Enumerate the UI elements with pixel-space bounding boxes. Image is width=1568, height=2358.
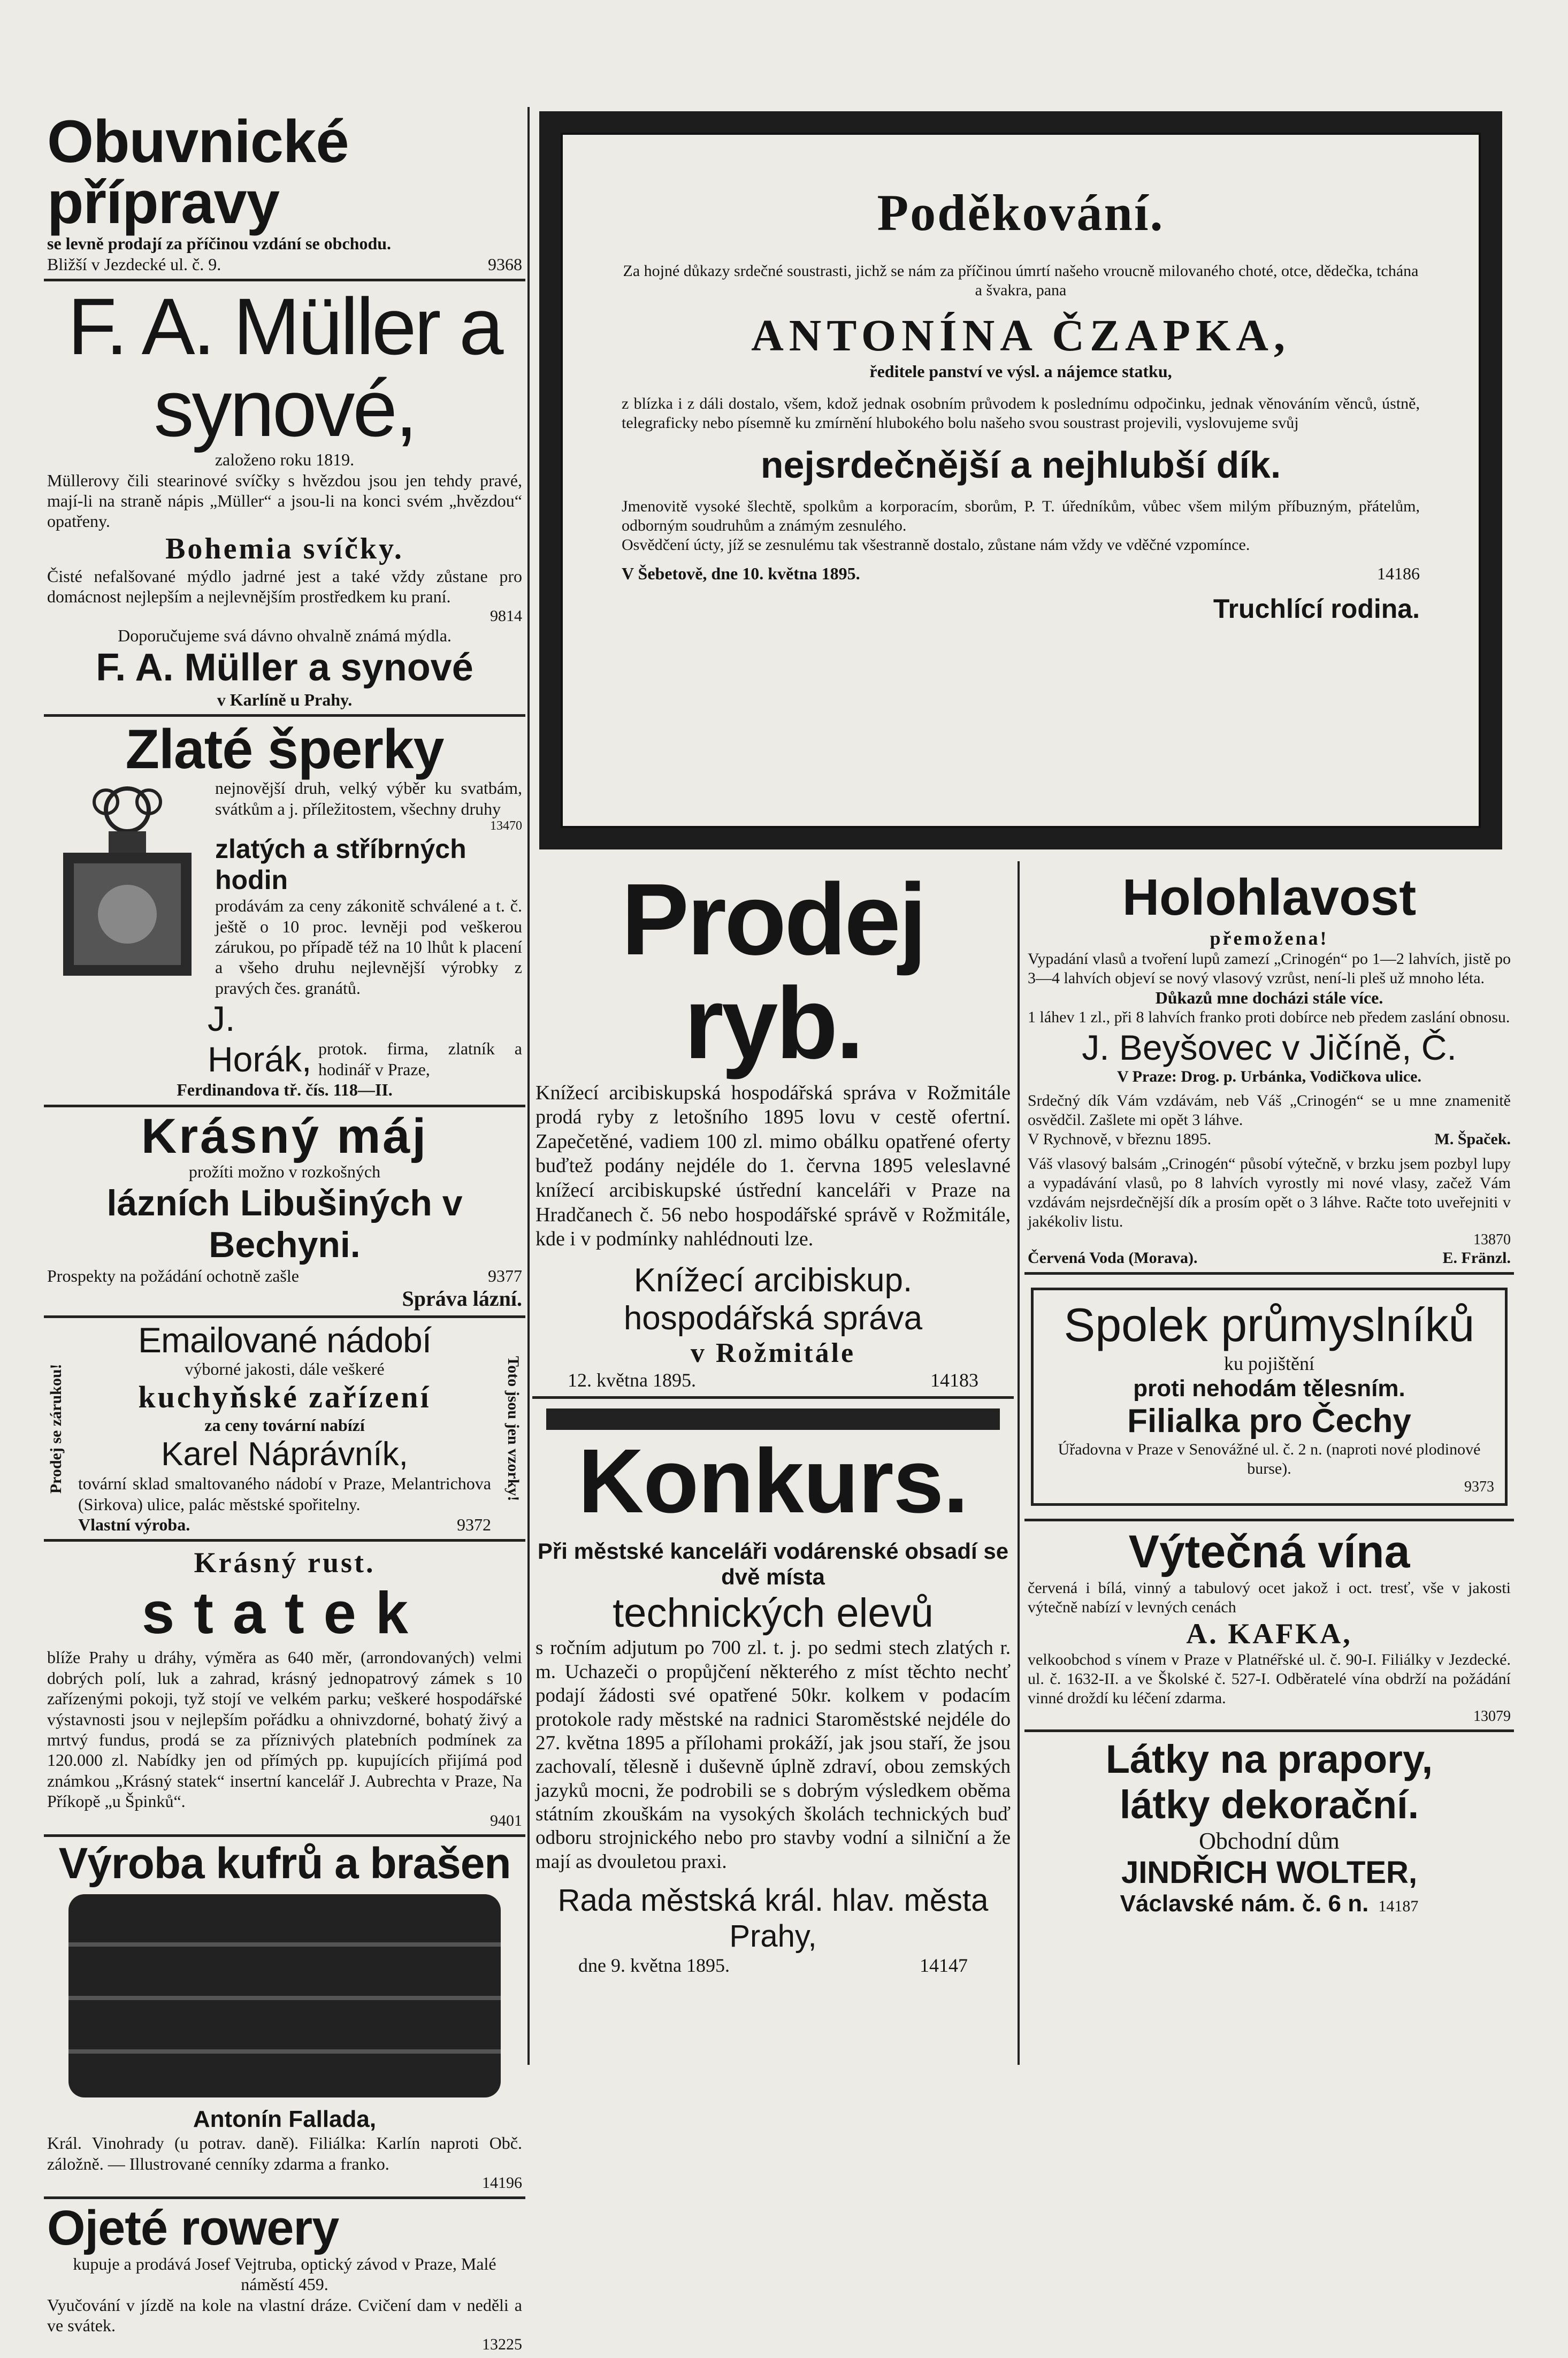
ad-subtitle: založeno roku 1819. [215,450,355,470]
ad-text: V Praze: Drog. p. Urbánka, Vodičkova ulice. [1117,1068,1421,1085]
ad-text: Při městské kanceláři vodárenské obsadí se dvě místa [537,1538,1009,1590]
ad-number: 14187 [1378,1897,1419,1916]
ad-date: dne 9. května 1895. [578,1955,730,1977]
ad-heading: Filialka pro Čechy [1127,1403,1411,1440]
spa-ad [44,1107,525,1319]
ad-firm: JINDŘICH WOLTER, [1121,1855,1418,1890]
ad-address: Václavské nám. č. 6 n. [1120,1890,1369,1917]
ad-title: Výtečná vína [1128,1526,1410,1578]
ad-text: Prospekty na požádání ochotně zašle [47,1266,299,1285]
fish-sale-ad [532,864,1014,1399]
ad-text: Obchodní dům [1199,1828,1340,1855]
notice-text: Osvědčení úcty, jíž se zesnulému tak všestranně dostalo, zůstane nám vždy ve vděčné vzpomínce. [622,536,1250,554]
ad-subtitle: zlatých a stříbrných hodin [215,834,466,895]
ad-text: Důkazů mne docházi stále více. [1155,988,1383,1007]
ad-title: F. A. Müller a synové, [67,281,502,454]
ad-place: V Rychnově, v březnu 1895. [1028,1130,1212,1148]
ad-firm: A. KAFKA, [1186,1618,1352,1650]
ad-number: 13079 [1473,1708,1511,1725]
ad-place: v Karlíně u Prahy. [217,690,353,709]
ad-sign: E. Fränzl. [1442,1249,1511,1267]
ad-title: Spolek průmyslníků [1064,1298,1475,1351]
notice-place: V Šebetově, dne 10. května 1895. [622,564,860,583]
ad-firm: F. A. Müller a synové [96,646,473,689]
ad-title: Holohlavost [1122,869,1417,926]
ad-subtitle: ku pojištění [1224,1353,1314,1374]
ad-sign: Knížecí arcibiskup. hospodářská správa [623,1261,923,1337]
ad-text: výborné jakosti, dále veškeré [185,1359,385,1379]
ad-text: velkoobchod s vínem v Praze v Platnéřské ul. č. 90-I. Filiálky v Jezdecké. ul. č. 1632-II. a ve Školské č. 527-I. Odběratelé vína obdrží na požádání vinné droždí ku léčení zdarma. [1028,1651,1511,1708]
ad-text: se levně prodají za příčinou vzdání se obchodu. [47,234,392,254]
ad-subtitle: lázních Libušiných v Bechyni. [106,1182,463,1265]
notice-text: z blízka i z dáli dostalo, všem, kdož jednak osobním průvodem k poslednímu odpočinku, jednak věnováním věnců, ústně, telegraficky nebo písemně ku zmírnění hlubokého bolu našeho svou soustrast projevili, vyslovujeme svůj [622,395,1420,432]
ad-firm: J. Beyšovec v Jičíně, Č. [1082,1028,1457,1067]
ad-subtitle: technických elevů [613,1590,934,1636]
trunks-ad [44,1837,525,2199]
ad-text: za ceny tovární nabízí [204,1415,365,1435]
enamel-side-left: Prodej se zárukou! [47,1364,65,1494]
shoe-polish-ad [44,107,525,281]
ad-text: Čisté nefalšované mýdlo jadrné jest a také vždy zůstane pro domácnost nejlepším a nejlevnějším prostředkem ku praní. [47,566,522,607]
ad-address: Úřadovna v Praze v Senovážné ul. č. 2 n. (naproti nové plodinové burse). [1058,1441,1481,1478]
ad-sign: Vlastní výroba. [78,1515,190,1535]
ad-title: Obuvnické přípravy [47,108,349,236]
ad-text: Bližší v Jezdecké ul. č. 9. [47,254,221,274]
konkurs-ad [532,1399,1014,1981]
notice-thanks: nejsrdečnější a nejhlubší dík. [760,444,1281,486]
fabric-ad [1024,1732,1514,1921]
ad-firm: Antonín Fallada, [193,2106,377,2133]
ad-sign: M. Špaček. [1434,1130,1511,1148]
ad-firm: J. Horák, [208,999,312,1080]
ad-number: 13470 [490,819,522,833]
ad-title: Látky na prapory, [1105,1737,1433,1782]
decorative-frame [1031,1288,1508,1506]
ad-text: červená i bílá, vinný a tabulový ocet jakož i oct. tresť, vše v jakosti výtečně nabízí v levných cenách [1028,1579,1511,1617]
ad-title: Zlaté šperky [125,718,444,781]
thanks-notice [561,133,1481,828]
column-rule-right [1018,861,1020,2065]
ad-number: 13225 [482,2336,522,2354]
ad-text: Knížecí arcibiskupská hospodářská správa v Rožmitále prodá ryby z letošního 1895 lovu v cestě ofertní. Zapečetěné, vadiem 100 zl. mimo obálku opatřené oferty buďtež podány nejdéle do 1. června 1895 veleslavné knížecí arcibiskupské ústřední kanceláři v Praze na Hradčanech č. 56 nebo hospodářské správě v Rožmitále, kde i v podmínky nahlédnouti lze. [536,1081,1011,1251]
ad-subtitle: kuchyňské zařízení [138,1379,431,1414]
ad-title: Konkurs. [578,1430,968,1532]
ad-subtitle: přemožena! [1210,928,1329,949]
notice-name: ANTONÍNA ČZAPKA, [751,311,1290,361]
left-column [44,107,525,2354]
ad-text: Doporučujeme svá dávno ohvalně známá mýdla. [118,625,452,645]
ad-text: tovární sklad smaltovaného nádobí v Praze, Melantrichova (Sirkova) ulice, palác městské spořitelny. [78,1474,491,1514]
ad-title: Krásný máj [141,1108,429,1163]
ad-number: 14183 [930,1369,978,1391]
ad-place: Červená Voda (Morava). [1028,1249,1198,1267]
decorative-bar [546,1408,1000,1430]
ad-text: kupuje a prodává Josef Vejtruba, optický závod v Praze, Malé náměstí 459. [73,2254,496,2294]
enamel-side-right: Toto jsou jen vzorky! [504,1356,522,1502]
notice-text: Jmenovitě vysoké šlechtě, spolkům a korporacím, sborům, P. T. úředníkům, vůbec všem milým příbuzným, přátelům, odborným soudruhům a známým zesnulého. [622,497,1420,534]
ad-number: 9377 [488,1266,522,1285]
ad-number: 13870 [1473,1231,1511,1248]
trunks-illustration [68,1894,501,2097]
ad-text: nejnovější druh, velký výběr ku svatbám, svátkům a j. příležitostem, všechny druhy [215,778,522,818]
wine-ad [1024,1521,1514,1732]
thanks-notice-frame [539,111,1502,849]
ad-text: 1 láhev 1 zl., při 8 lahvích franko proti dobírce neb předem zaslání obnosu. [1028,1008,1510,1026]
ad-title: Prodej ryb. [621,863,925,1080]
ad-text: Vyučování v jízdě na kole na vlastní dráze. Cvičení dam v neděli a ve svátek. [47,2295,522,2335]
middle-column [532,864,1014,2060]
ad-text: prodávám za ceny zákonitě schválené a t. č. ještě o 10 proc. levněji pod veškerou zárukou, po případě též na 10 lhůt k placení a všeho druhu nejlevnější výrobky z pravých čes. granátů. [215,896,522,998]
enamel-ad [44,1318,525,1542]
notice-title: Poděkování. [877,184,1165,241]
ad-sign: Správa lázní. [402,1287,522,1311]
ad-text: protok. firma, zlatník a hodinář v Praze, [318,1039,522,1079]
ad-date: 12. května 1895. [568,1369,696,1391]
notice-sign: Truchlící rodina. [1213,594,1420,624]
ad-text: Váš vlasový balsám „Crinogén“ působí výtečně, v brzku jsem pozbyl lupy a vypadávání vlasů, po 8 lahvích vyrostly mi nové vlasy, začež Vám vzdávám nejsrdečnější dík a prosím opět o 3 láhve. Račte toto uveřejniti v jakékoliv listu. [1028,1155,1511,1230]
ad-text: blíže Prahy u dráhy, výměra as 640 měr, (arrondovaných) velmi dobrých polí, luk a zahrad, krásný jednopatrový zámek s 10 zařízenými pokoji, tyž stojí ve velkém parku; veškeré hospodářské výstavnosti jsou v nejlepším pořádku a ohnivzdorné, bohatý živý a mrtvý fundus, prodá se za příznivých platebních podmínek za 120.000 zl. Nabídky jen od přímých pp. kupujících přijímá pod známkou „Krásný statek“ insertní kancelář J. Aubrechta v Praze, Na Příkopě „u Špinků“. [47,1648,522,1811]
column-rule-left [527,107,530,2065]
ad-text: s ročním adjutum po 700 zl. t. j. po sedmi stech zlatých r. m. Uchazeči o propůjčení některého z míst těchto nechť podají žádosti své opatřené 50kr. kolkem v podacím protokole rady městské na radnici Staroměstské nejdéle do 27. května 1895 a přílohami prokáží, jak jsou staří, že jsou zachovalí, tělesně i duševně úplně zdraví, obou zemských jazyků mocni, že podrobili se s dobrým výsledkem oběma státním zkouškám na vysokých školách technických buď odboru strojnického nebo pro stavby vodní a silniční a že mají as dvouletou praxi. [536,1637,1011,1873]
ad-number: 14147 [920,1955,968,1977]
ad-sign: v Rožmitále [690,1337,856,1368]
industrialists-ad [1024,1275,1514,1521]
ad-heading: Bohemia svíčky. [165,532,404,565]
notice-text: Za hojné důkazy srdečné soustrasti, jichž se nám za příčinou úmrtí našeho vroucně milovaného choté, otce, dědečka, tchána a švakra, pana [623,262,1419,299]
ad-title: látky dekorační. [1119,1782,1419,1827]
notice-number: 14186 [1377,564,1420,583]
ad-number: 9401 [490,1811,522,1829]
estate-ad [44,1542,525,1836]
ad-text: prožíti možno v rozkošných [188,1162,381,1182]
bicycles-ad [44,2199,525,2358]
notice-role: ředitele panství ve výsl. a nájemce statku, [869,362,1172,381]
ad-number: 9814 [490,607,522,625]
ad-sign: Rada městská král. hlav. města Prahy, [557,1883,989,1954]
ad-pretitle: Krásný rust. [194,1547,376,1579]
ad-title: statek [142,1580,427,1647]
baldness-ad [1024,864,1514,1275]
ad-text: Král. Vinohrady (u potrav. daně). Filiálka: Karlín naproti Obč. záložně. — Illustrované cenníky zdarma a franko. [47,2133,522,2173]
gold-jewellery-ad [44,717,525,1107]
ad-number: 9372 [457,1515,491,1535]
ad-number: 9373 [1464,1479,1494,1496]
muller-candles-ad [44,281,525,717]
ad-text: proti nehodám tělesním. [1133,1375,1405,1402]
ad-text: Vypadání vlasů a tvoření lupů zamezí „Crinogén“ po 1—2 lahvích, jistě po 3—4 lahvích objeví se nový vlasový vzrůst, není-li pleš už mnoho léta. [1028,950,1511,987]
right-column [1024,864,1514,2060]
ad-text: Müllerovy čili stearinové svíčky s hvězdou jsou jen tehdy pravé, mají-li na straně nápis „Müller“ a jsou-li na konci svém „hvězdou“ opatřeny. [47,470,522,531]
ad-text: Srdečný dík Vám vzdávám, neb Váš „Crinogén“ se u mne znamenitě osvědčil. Zašlete mi opět 3 láhve. [1028,1092,1511,1129]
ad-number: 9368 [488,254,522,274]
ad-firm: Karel Náprávník, [161,1436,408,1473]
ad-title: Ojeté rowery [47,2200,339,2255]
ad-title: Výroba kufrů a brašen [58,1839,511,1888]
ad-address: Ferdinandova tř. čís. 118—II. [177,1080,393,1100]
ad-number: 14196 [482,2173,522,2192]
ad-title: Emailované nádobí [137,1320,432,1360]
jewel-case-illustration [47,778,208,981]
